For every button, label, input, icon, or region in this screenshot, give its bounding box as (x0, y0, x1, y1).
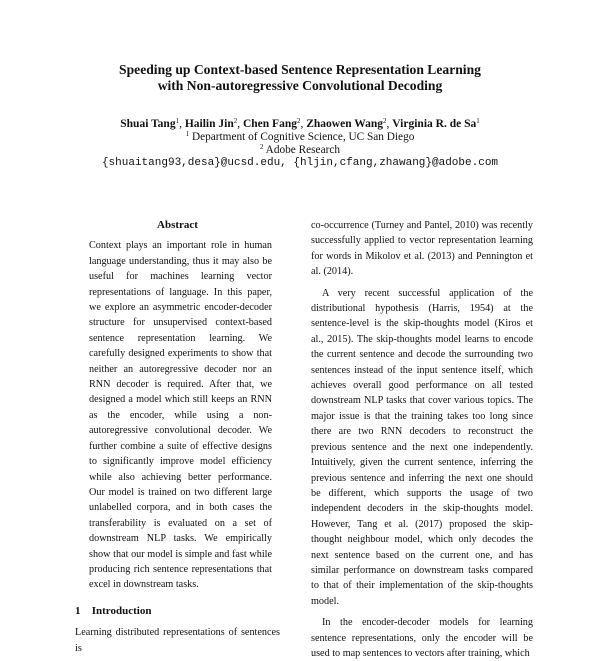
affiliation-mark: 2 (259, 143, 264, 151)
section-title: Introduction (91, 604, 152, 617)
author-affil-mark: 2 (296, 117, 301, 125)
author-affil-mark: 2 (233, 117, 238, 125)
section-number: 1 (75, 604, 81, 617)
title-line-2: with Non-autoregressive Convolutional Decoding (157, 78, 443, 93)
section-heading-introduction (75, 604, 280, 619)
title-line-1: Speeding up Context-based Sentence Representation Learning (119, 62, 481, 77)
author-emails: {shuaitang93,desa}@ucsd.edu, {hljin,cfang,zhawang}@adobe.com (101, 157, 499, 169)
author-name: Shuai Tang (120, 118, 176, 130)
author-affil-mark: 1 (476, 117, 480, 125)
author-name: Hailin Jin (184, 118, 234, 130)
affiliation-2 (0, 143, 600, 157)
abstract-text: Context plays an important role in human language understanding, thus it may also be useful for machines learning vector representations of language. In this paper, we explore an asymmetric encoder-decoder structure for unsupervised context-based sentence representation learning. We carefully designed experiments to show that neither an autoregressive decoder nor an RNN decoder is required. After that, we designed a model which still keeps an RNN as the encoder, while using a non-autoregressive convolutional decoder. We further combine a suite of effective designs to significantly improve model efficiency while also achieving better performance. Our model is trained on two different large unlabelled corpora, and in both cases the transferability is evaluated on a set of downstream NLP tasks. We empirically show that our model is simple and fast while producing rich sentence representations that excel in downstream tasks. (89, 240, 272, 591)
author-name: Virginia R. de Sa (392, 118, 477, 130)
affiliation-text: Department of Cognitive Science, UC San Diego (191, 131, 415, 143)
right-paragraph-1: co-occurrence (Turney and Pantel, 2010) was recently successfully applied to vector representation learning for words in Mikolov et al. (2013) and Pennington et al. (2014). (311, 220, 533, 278)
intro-paragraph-start: Learning distributed representations of sentences is (75, 627, 280, 654)
abstract-heading: Abstract (157, 219, 198, 231)
right-paragraph-2: A very recent successful application of the distributional hypothesis (Harris, 1954) at the sentence-level is the skip-thoughts model (Kiros et al., 2015). The skip-thoughts model learns to encode the current sentence and decode the surrounding two sentences instead of the input sentence itself, which achieves overall good performance on all tested downstream NLP tasks that cover various topics. The major issue is that the training takes too long since there are two RNN decoders to reconstruct the previous sentence and the next one independently. Intuitively, given the current sentence, inferring the previous sentence and inferring the next one should be different, which supports the usage of two independent decoders in the skip-thoughts model. However, Tang et al. (2017) proposed the skip-thought neighbour model, which only decodes the next sentence based on the current one, and has similar performance on downstream tasks compared to that of their implementation of the skip-thoughts model. (311, 287, 533, 607)
author-affil-mark: 1 (175, 117, 180, 125)
right-column (311, 218, 533, 661)
right-paragraph-3: In the encoder-decoder models for learning sentence representations, only the encoder will be used to map sentences to vectors after training, which (311, 617, 533, 659)
author-name: Zhaowen Wang (306, 118, 384, 130)
author-name: Chen Fang (242, 118, 297, 130)
author-list: Shuai Tang$^1$, Hailin Jin$^2$, Chen Fang$^2$, Zhaowen Wang$^2$, Virginia R. de Sa$^1$ (120, 117, 480, 130)
author-affil-mark: 2 (383, 117, 387, 125)
affiliation-mark: 1 (185, 130, 190, 138)
left-column (75, 218, 280, 656)
affiliation-text: Adobe Research (265, 144, 341, 156)
affiliation-1 (0, 130, 600, 144)
paper-title (0, 62, 600, 94)
